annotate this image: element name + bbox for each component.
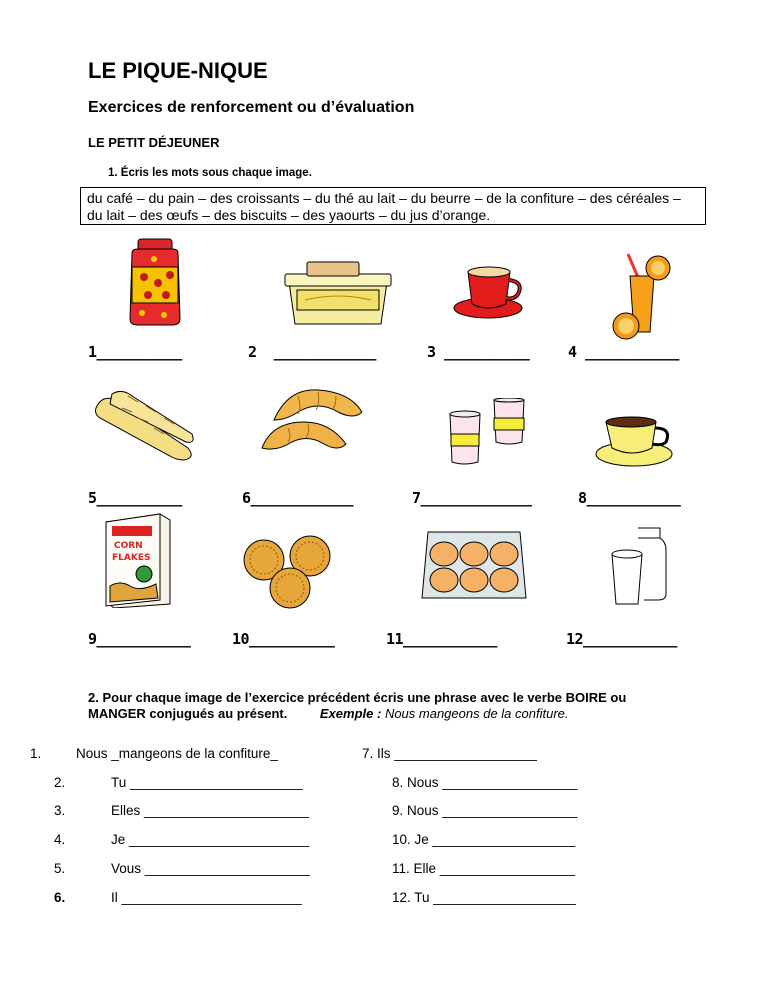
sentence-1: Nous _mangeons de la confiture_: [76, 746, 278, 761]
sentence-number-6: 6.: [54, 890, 66, 905]
croissant-icon: [258, 382, 366, 466]
answer-blank-4: 4 ___________: [568, 343, 679, 361]
sentence-7: 7. Ils ___________________: [362, 746, 537, 761]
cereal-box-icon: [100, 512, 176, 608]
milk-icon: [606, 524, 670, 608]
sentence-number-2: 2.: [54, 775, 66, 790]
coffee-cup-icon: [452, 262, 528, 320]
eggs-icon: [418, 528, 530, 604]
example-text: Nous mangeons de la confiture.: [384, 706, 569, 721]
page-subtitle: Exercices de renforcement ou d’évaluation: [88, 99, 415, 116]
answer-blank-12: 12___________: [566, 630, 677, 648]
sentence-3: Elles ______________________: [111, 803, 310, 818]
svg-text:CORN: CORN: [114, 541, 143, 551]
answer-blank-2: 2 ____________: [248, 343, 376, 361]
biscuits-icon: [238, 532, 348, 612]
answer-blank-10: 10__________: [232, 630, 335, 648]
answer-blank-3: 3 __________: [427, 343, 530, 361]
baguette-icon: [92, 388, 198, 464]
answer-blank-11: 11___________: [386, 630, 497, 648]
sentence-number-1: 1.: [30, 746, 42, 761]
sentence-5: Vous ______________________: [111, 861, 310, 876]
answer-blank-9: 9___________: [88, 630, 191, 648]
word-bank: du café – du pain – des croissants – du thé au lait – du beurre – de la confiture – des céréales – du lait – des œufs – des biscuits – des yaourts – du jus d’orange.: [80, 187, 706, 225]
sentence-12: 12. Tu ___________________: [392, 890, 576, 905]
sentence-10: 10. Je ___________________: [392, 832, 576, 847]
butter-tub-icon: [283, 260, 393, 328]
tea-cup-icon: [594, 412, 676, 468]
answer-blank-5: 5__________: [88, 489, 182, 507]
answer-blank-8: 8___________: [578, 489, 681, 507]
sentence-number-5: 5.: [54, 861, 66, 876]
svg-text:FLAKES: FLAKES: [112, 553, 151, 563]
sentence-4: Je ________________________: [111, 832, 310, 847]
section-heading: LE PETIT DÉJEUNER: [88, 135, 220, 150]
sentence-number-4: 4.: [54, 832, 66, 847]
example-label: Exemple :: [319, 706, 382, 721]
orange-juice-icon: [610, 252, 676, 342]
answer-blank-7: 7_____________: [412, 489, 532, 507]
answer-blank-1: 1__________: [88, 343, 182, 361]
sentence-6: Il ________________________: [111, 890, 302, 905]
sentence-9: 9. Nous __________________: [392, 803, 578, 818]
answer-blank-6: 6____________: [242, 489, 353, 507]
exercise1-instruction: 1. Écris les mots sous chaque image.: [108, 167, 312, 179]
exercise2-instruction: 2. Pour chaque image de l’exercice précédent écris une phrase avec le verbe BOIRE ou MANGER conjugués au présent. Exemple : Nous mangeons de la confiture.: [88, 690, 627, 721]
sentence-11: 11. Elle __________________: [392, 861, 575, 876]
yogurt-icon: [444, 398, 530, 468]
sentence-2: Tu _______________________: [111, 775, 303, 790]
jam-jar-icon: [124, 237, 186, 327]
page-title: LE PIQUE-NIQUE: [88, 58, 268, 83]
sentence-number-3: 3.: [54, 803, 66, 818]
sentence-8: 8. Nous __________________: [392, 775, 578, 790]
